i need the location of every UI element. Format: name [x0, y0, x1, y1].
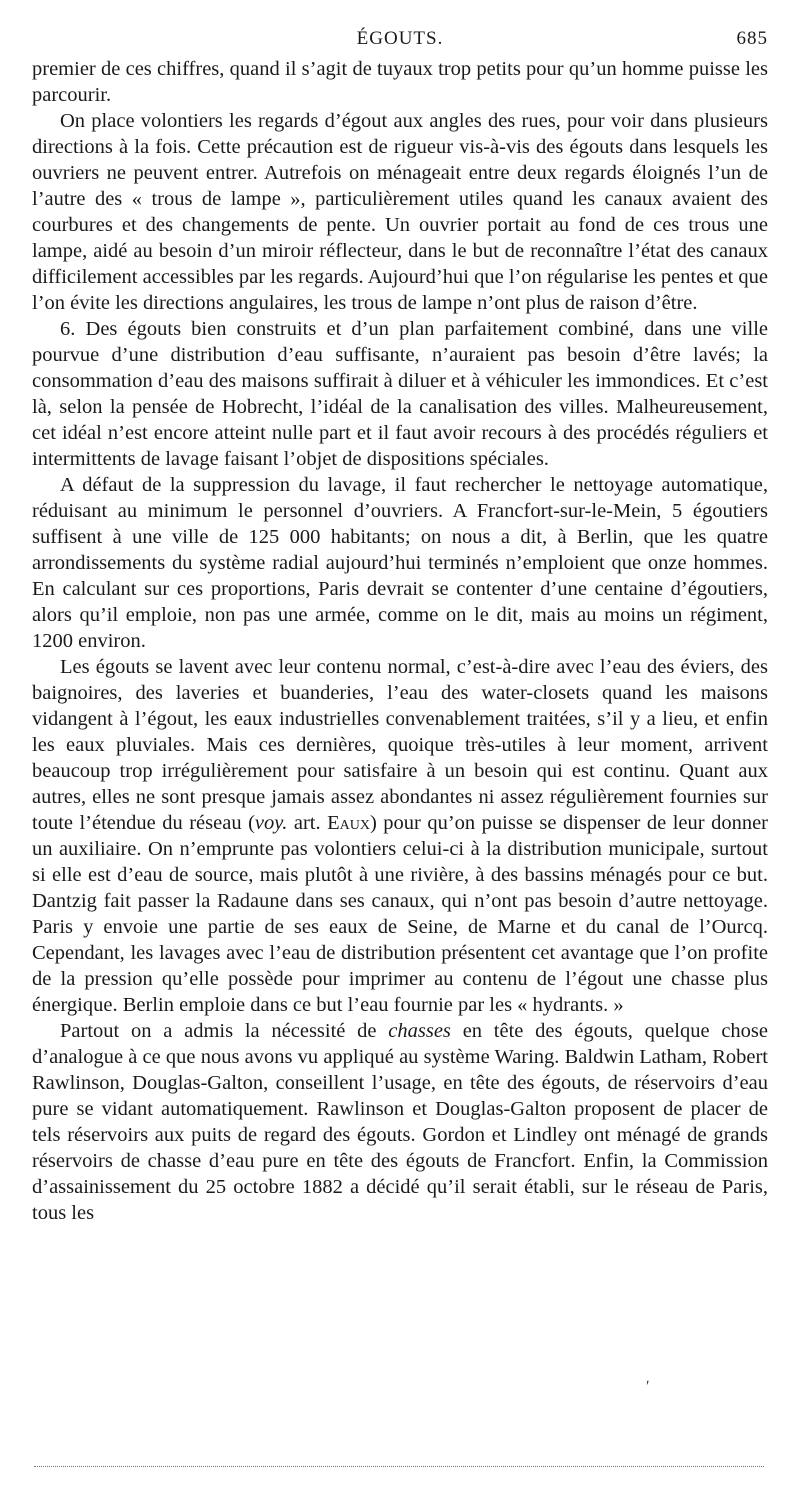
italic-text: voy.: [254, 812, 288, 834]
smallcaps-text: Eaux: [327, 812, 370, 834]
text-segment: Les égouts se lavent avec leur contenu normal, c’est-à-dire avec l’eau des éviers, des baignoires, des laveries et buanderies, l’eau des water-closets quand les maisons vidangent à l’égout, les eaux industrielles convenablement traitées, s’il y a lieu, et enfin les eaux pluviales. Mais ces dernières, quoique très-utiles à leur moment, arrivent beaucoup trop irrégulièrement pour satisfaire à un besoin qui est continu. Quant aux autres, elles ne sont presque jamais assez abondantes ni assez régulièrement fournies sur toute l’étendue du réseau (: [32, 656, 768, 834]
text-segment: ) pour qu’on puisse se dispenser de leur donner un auxiliaire. On n’emprunte pas volontiers celui-ci à la distribution municipale, surtout si elle est d’eau de source, mais plutôt à une rivière, à des bassins ménagés pour ce but. Dantzig fait passer la Radaune dans ses canaux, qui n’ont pas besoin d’autre nettoyage. Paris y envoie une partie de ses eaux de Seine, de Marne et du canal de l’Ourcq. Cependant, les lavages avec l’eau de distribution présentent cet avantage que l’on profite de la pression qu’elle possède pour imprimer au contenu de l’égout une chasse plus énergique. Berlin emploie dans ce but l’eau fournie par les « hydrants. »: [32, 812, 769, 1016]
page-title: ÉGOUTS.: [356, 28, 444, 49]
text-segment: art.: [287, 812, 328, 834]
italic-text: chasses: [388, 1020, 451, 1042]
paragraph: [32, 56, 768, 108]
text-segment: A défaut de la suppression du lavage, il faut rechercher le nettoyage automatique, réduisant au minimum le personnel d’ouvriers. A Francfort-sur-le-Mein, 5 égoutiers suffisent à une ville de 125 000 habitants; on nous a dit, à Berlin, que les quatre arrondissements du système radial aujourd’hui terminés n’emploient que onze hommes. En calculant sur ces proportions, Paris devrait se contenter d’une centaine d’égoutiers, alors qu’il emploie, non pas une armée, comme on le dit, mais au moins un régiment, 1200 environ.: [32, 474, 768, 652]
paragraph: [32, 316, 768, 472]
text-segment: 6. Des égouts bien construits et d’un plan parfaitement combiné, dans une ville pourvue d’une distribution d’eau suffisante, n’auraient pas besoin d’être lavés; la consommation d’eau des maisons suffirait à diluer et à véhiculer les immondices. Et c’est là, selon la pensée de Hobrecht, l’idéal de la canalisation des villes. Malheureusement, cet idéal n’est encore atteint nulle part et il faut avoir recours à des procédés réguliers et intermittents de lavage faisant l’objet de dispositions spéciales.: [32, 318, 768, 470]
paragraph: [32, 108, 768, 316]
text-segment: en tête des égouts, quelque chose d’analogue à ce que nous avons vu appliqué au système Waring. Baldwin Latham, Robert Rawlinson, Douglas-Galton, conseillent l’usage, en tête des égouts, de réservoirs d’eau pure se vidant automatiquement. Rawlinson et Douglas-Galton proposent de placer de tels réservoirs aux puits de regard des égouts. Gordon et Lindley ont ménagé de grands réservoirs de chasse d’eau pure en tête des égouts de Francfort. Enfin, la Commission d’assainissement du 25 octobre 1882 a décidé qu’il serait établi, sur le réseau de Paris, tous les: [32, 1020, 768, 1224]
paragraph: [32, 1018, 768, 1226]
document-page: [32, 28, 768, 1226]
paragraph: [32, 654, 768, 1018]
body-text: [32, 56, 768, 1226]
stray-mark: ʹ: [646, 1378, 650, 1395]
paragraph: [32, 472, 768, 654]
text-segment: Partout on a admis la nécessité de: [60, 1020, 389, 1042]
text-segment: premier de ces chiffres, quand il s’agit de tuyaux trop petits pour qu’un homme puisse les parcourir.: [32, 58, 768, 106]
page-number: 685: [736, 28, 768, 49]
footer-rule: [34, 1466, 764, 1467]
running-head: [32, 28, 768, 56]
text-segment: On place volontiers les regards d’égout aux angles des rues, pour voir dans plusieurs directions à la fois. Cette précaution est de rigueur vis-à-vis des égouts dans lesquels les ouvriers ne peuvent entrer. Autrefois on ménageait entre deux regards éloignés l’un de l’autre des « trous de lampe », particulièrement utiles quand les canaux avaient des courbures et des changements de pente. Un ouvrier portait au fond de ces trous une lampe, aidé au besoin d’un miroir réflecteur, dans le but de reconnaître l’état des canaux difficilement accessibles par les regards. Aujourd’hui que l’on régularise les pentes et que l’on évite les directions angulaires, les trous de lampe n’ont plus de raison d’être.: [32, 110, 768, 314]
